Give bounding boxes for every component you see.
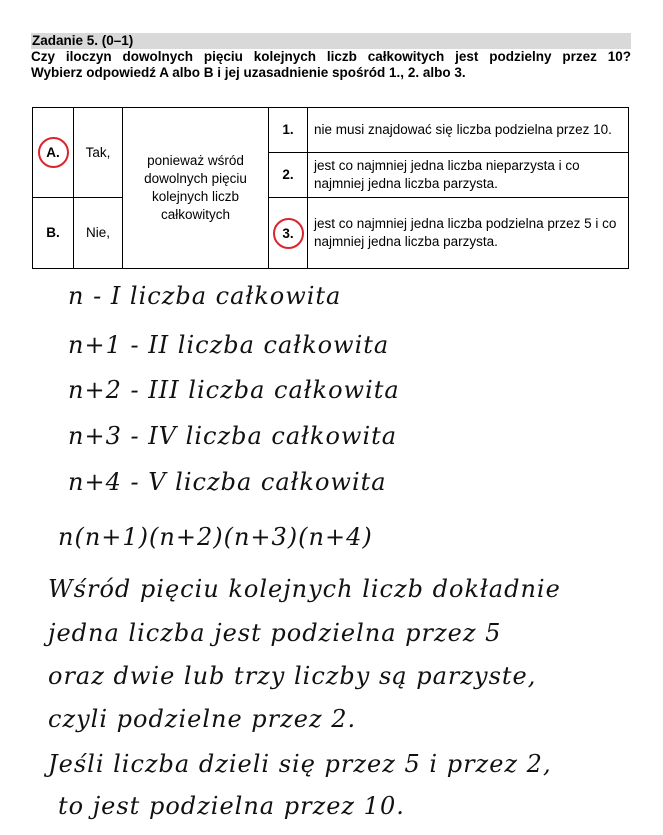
reason-2-text: jest co najmniej jedna liczba nieparzysta i co najmniej jedna liczba parzysta. — [308, 153, 629, 198]
reason-intro: ponieważ wśród dowolnych pięciu kolejnych liczb całkowitych — [123, 108, 269, 269]
task-title: Zadanie 5. (0–1) — [31, 33, 631, 49]
hw-line-9: oraz dwie lub trzy liczby są parzyste, — [48, 662, 537, 690]
option-a-word: Tak, — [74, 108, 123, 198]
task-instruction: Wybierz odpowiedź A albo B i jej uzasadnienie spośród 1., 2. albo 3. — [31, 65, 466, 80]
hw-line-6: n(n+1)(n+2)(n+3)(n+4) — [58, 523, 373, 551]
reason-3-circle: 3. — [273, 218, 304, 249]
hw-line-11: Jeśli liczba dzieli się przez 5 i przez 2, — [48, 750, 552, 778]
hw-line-12: to jest podzielna przez 10. — [58, 792, 405, 820]
reason-1-text: nie musi znajdować się liczba podzielna przez 10. — [308, 108, 629, 153]
hw-line-4: n+3 - IV liczba całkowita — [68, 422, 398, 450]
hw-line-8: jedna liczba jest podzielna przez 5 — [48, 619, 502, 647]
option-b-letter: B. — [46, 225, 60, 240]
reason-2-num[interactable]: 2. — [269, 153, 308, 198]
hw-line-2: n+1 - II liczba całkowita — [68, 331, 390, 359]
hw-line-1: n - I liczba całkowita — [68, 282, 342, 310]
hw-line-3: n+2 - III liczba całkowita — [68, 376, 400, 404]
task-question: Czy iloczyn dowolnych pięciu kolejnych liczb całkowitych jest podzielny przez 10? — [31, 49, 631, 64]
hw-line-5: n+4 - V liczba całkowita — [68, 468, 387, 496]
reason-3-text: jest co najmniej jedna liczba podzielna przez 5 i co najmniej jedna liczba parzysta. — [308, 198, 629, 269]
hw-line-7: Wśród pięciu kolejnych liczb dokładnie — [48, 575, 561, 603]
option-b-word: Nie, — [74, 198, 123, 269]
hw-line-10: czyli podzielne przez 2. — [48, 705, 357, 733]
reason-1-num[interactable]: 1. — [269, 108, 308, 153]
option-a-letter: A. — [38, 137, 69, 168]
